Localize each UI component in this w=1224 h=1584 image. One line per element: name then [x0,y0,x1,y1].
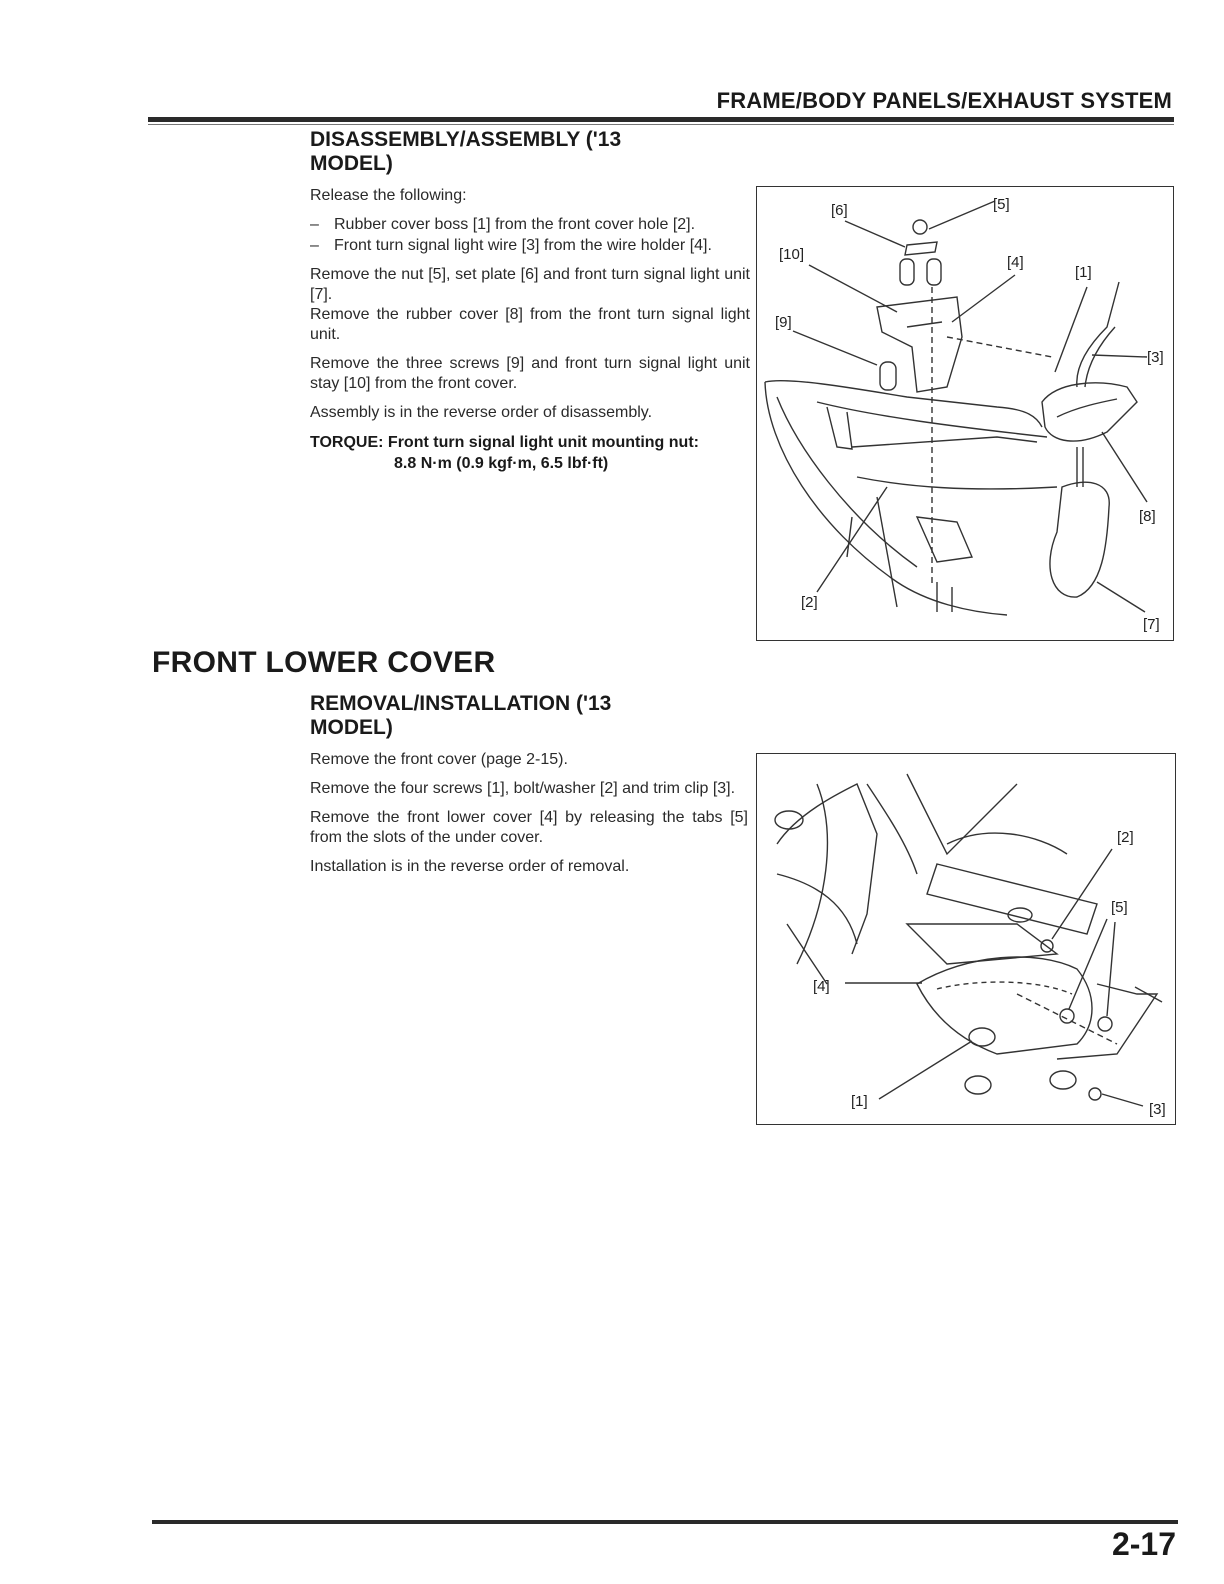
callout-10: [10] [779,246,805,263]
chapter-title: FRAME/BODY PANELS/EXHAUST SYSTEM [716,88,1172,113]
paragraph: Remove the four screws [1], bolt/washer [2] and trim clip [3]. [310,780,736,797]
torque-spec [310,432,750,474]
callout-6: [6] [831,202,848,219]
section-body [310,750,748,877]
callout-1: [1] [851,1093,868,1110]
header-rule [148,117,1174,122]
callout-5: [5] [993,196,1010,213]
callout-4: [4] [1007,254,1024,271]
section-removal-installation [310,692,748,886]
section-heading: REMOVAL/INSTALLATION ('13 MODEL) [310,692,612,739]
callout-9: [9] [775,314,792,331]
paragraph: Remove the three screws [9] and front turn signal light unit stay [10] from the front cover. [310,355,750,392]
callout-5: [5] [1111,899,1128,916]
release-list [310,215,750,256]
callout-4: [4] [813,978,830,995]
list-item: – Rubber cover boss [1] from the front cover hole [2]. [310,215,750,235]
section-heading: DISASSEMBLY/ASSEMBLY ('13 MODEL) [310,128,622,175]
turn-signal-figure [756,186,1174,641]
callout-3: [3] [1149,1101,1166,1118]
turn-signal-illustration [757,187,1173,640]
torque-label: TORQUE: Front turn signal light unit mounting nut: [310,434,699,451]
section-disassembly-assembly [310,128,750,474]
header-rule-thin [148,124,1174,125]
intro-text: Release the following: [310,187,467,204]
list-item: – Front turn signal light wire [3] from the wire holder [4]. [310,236,750,256]
lower-cover-figure [756,753,1176,1125]
callout-1: [1] [1075,264,1092,281]
callout-2: [2] [1117,829,1134,846]
paragraph: Installation is in the reverse order of removal. [310,858,630,875]
callout-7: [7] [1143,616,1160,633]
paragraph: Remove the front lower cover [4] by releasing the tabs [5] from the slots of the under cover. [310,809,748,846]
paragraph: Assembly is in the reverse order of disassembly. [310,404,653,421]
paragraph: Remove the rubber cover [8] from the front turn signal light unit. [310,306,750,343]
page-number: 2-17 [1111,1526,1176,1562]
paragraph: Remove the front cover (page 2-15). [310,751,568,768]
callout-8: [8] [1139,508,1156,525]
paragraph: Remove the nut [5], set plate [6] and front turn signal light unit [7]. [310,266,750,303]
section-body [310,186,750,423]
torque-value: 8.8 N·m (0.9 kgf·m, 6.5 lbf·ft) [394,455,609,472]
callout-2: [2] [801,594,818,611]
lower-cover-illustration [757,754,1175,1124]
footer-rule [152,1520,1178,1524]
section-main-heading: FRONT LOWER COVER [152,646,496,679]
callout-3: [3] [1147,349,1164,366]
